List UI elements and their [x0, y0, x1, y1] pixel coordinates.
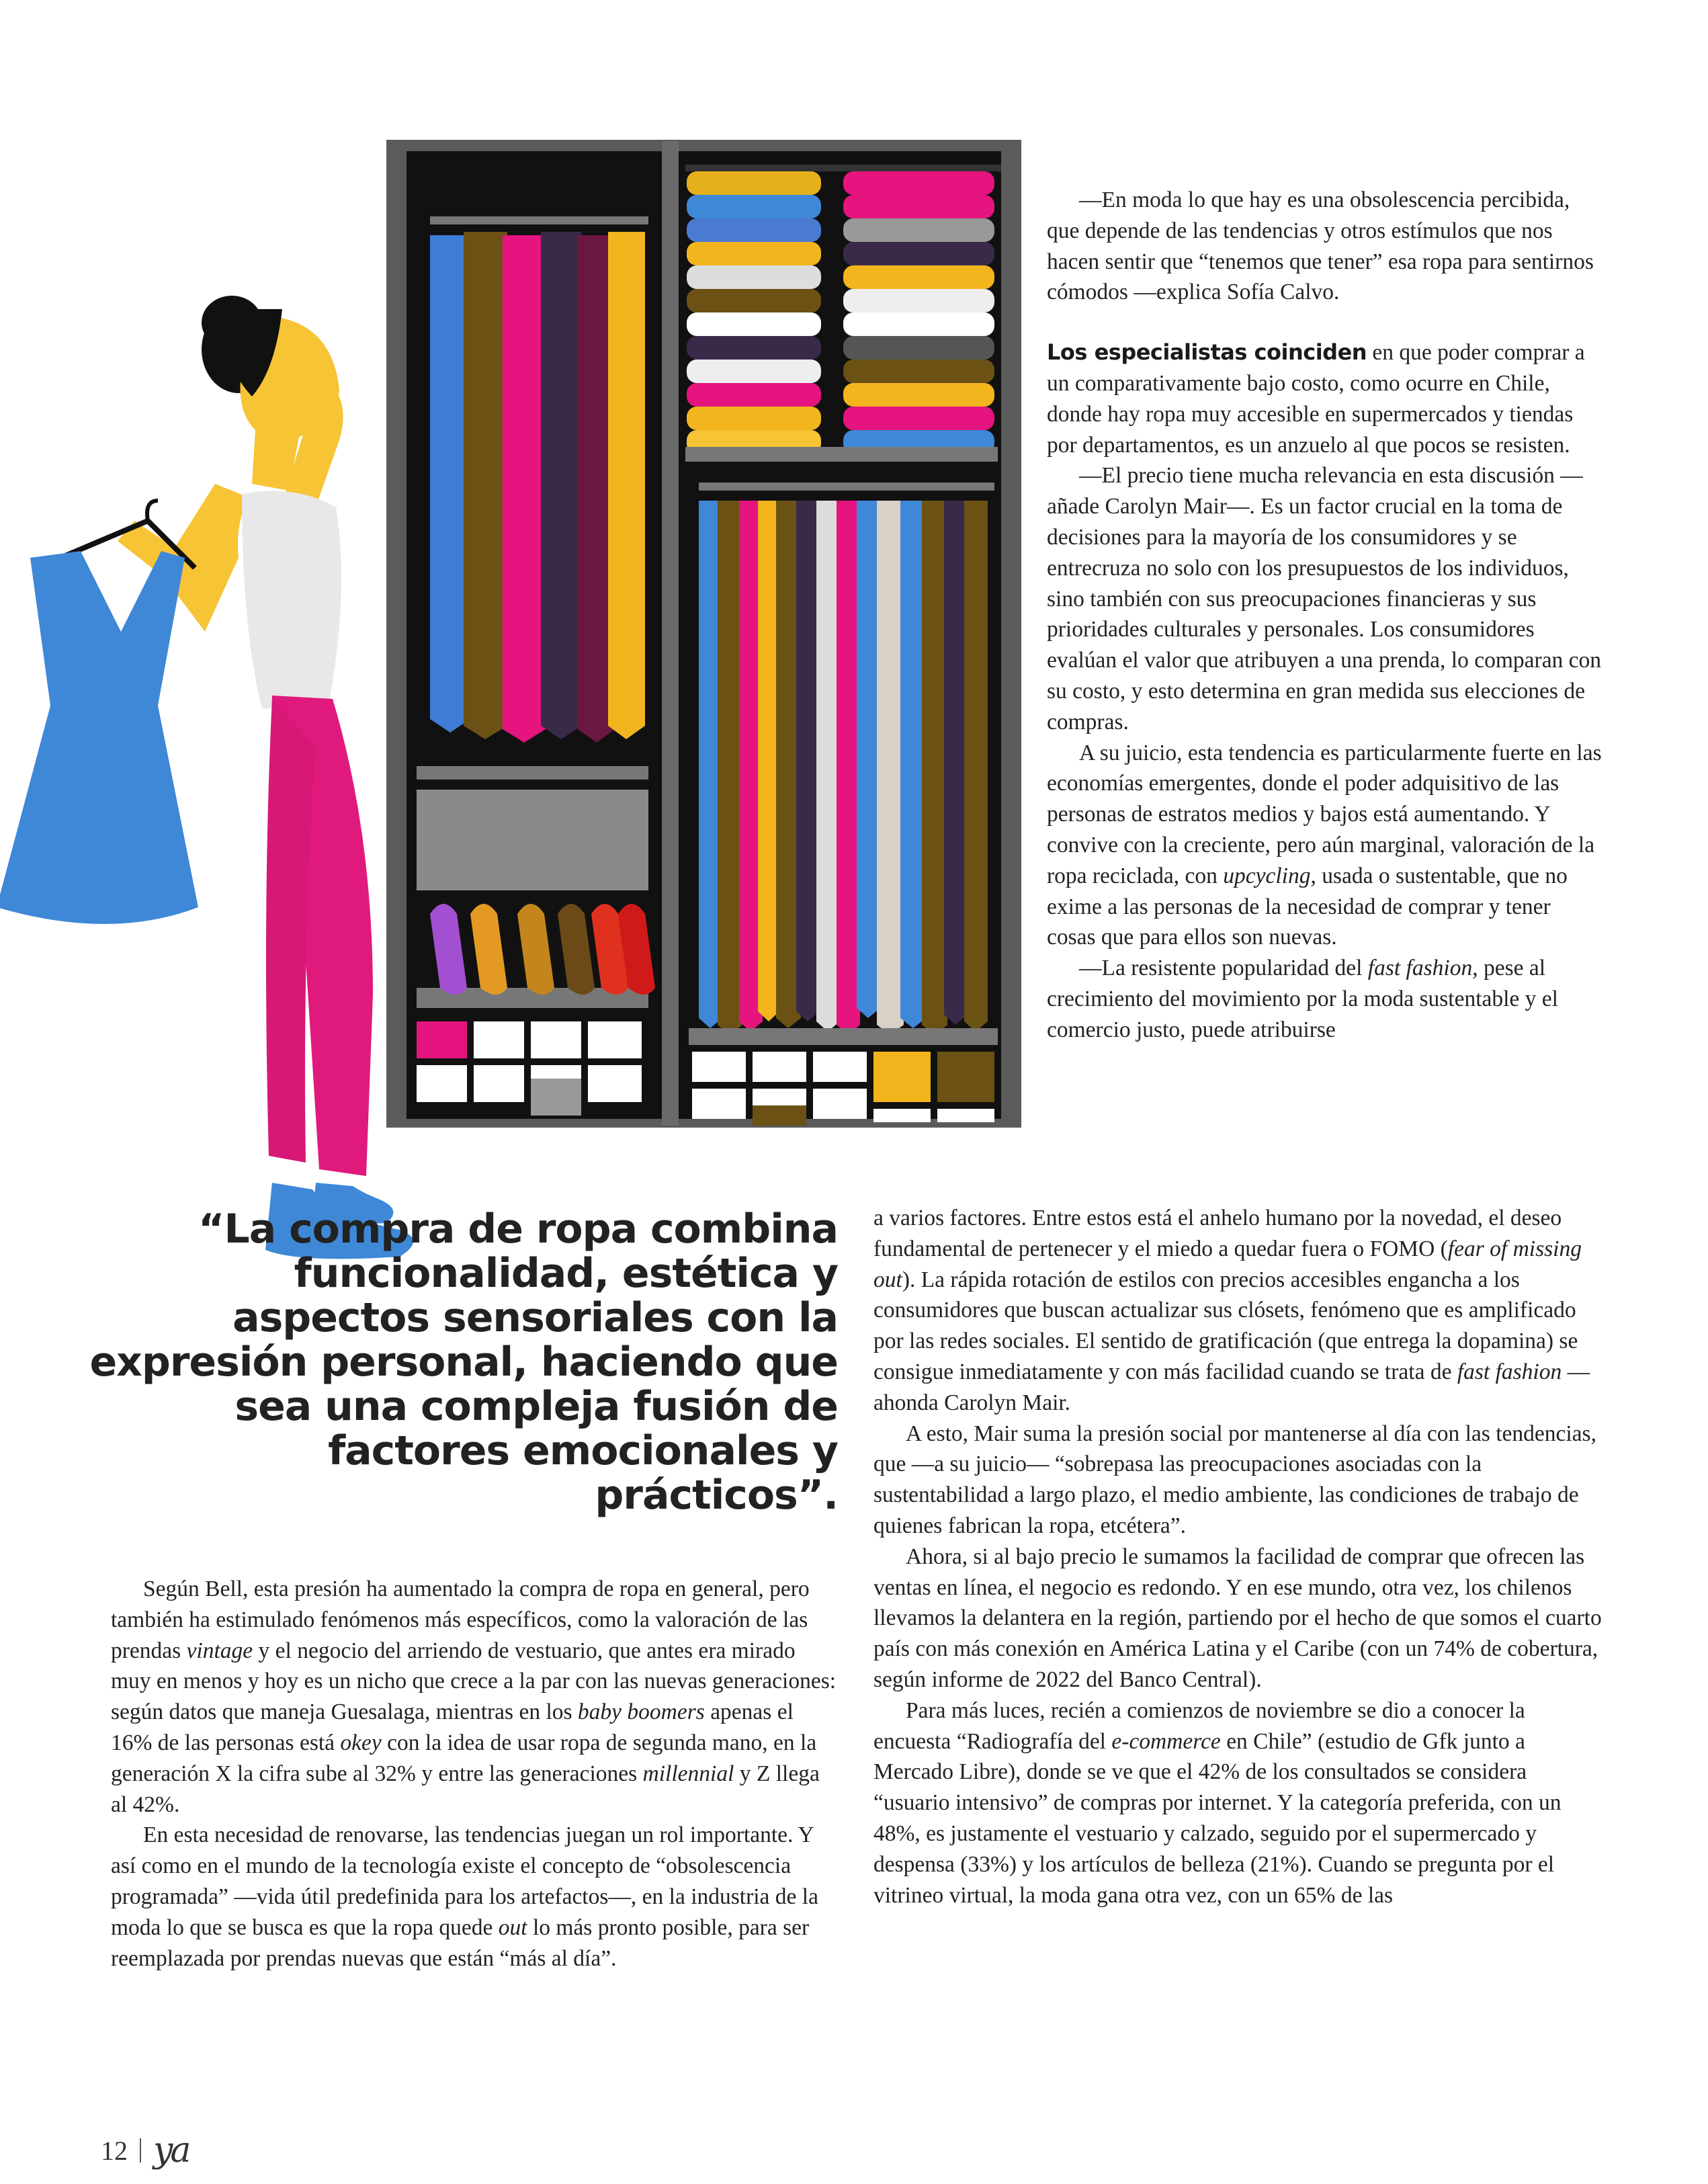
- paragraph: A esto, Mair suma la presión social por mantenerse al día con las tendencias, que —a su juicio— “sobrepasa las preocupaciones asociadas con la sustentabilidad a largo plazo, el medio ambiente, las condiciones de trabajo de quienes fabrican la ropa, etcétera”.: [873, 1421, 1596, 1538]
- paragraph: [1047, 738, 1605, 954]
- paragraph-text: A su juicio, esta tendencia es particularmente fuerte en las economías emergentes, donde el poder adquisitivo de las personas de estratos medios y bajos está aumentando. Y convive con la creciente, pero aún marginal, valoración de la ropa reciclada, con: [1047, 740, 1602, 888]
- magazine-logo: ya: [153, 2130, 189, 2171]
- paragraph: [111, 1820, 837, 1974]
- paragraph: [111, 1574, 837, 1820]
- paragraph-text: , pese al crecimiento del movimiento por la moda sustentable y el comercio justo, puede atribuirse: [1047, 956, 1558, 1042]
- paragraph: —En moda lo que hay es una obsolescencia percibida, que depende de las tendencias y otros estímulos que nos hacen sentir que “tenemos que tener” esa ropa para sentirnos cómodos —explica Sofía Calvo.: [1047, 187, 1594, 305]
- italic-term: fear of missing out: [873, 1236, 1582, 1292]
- paragraph: [873, 1695, 1606, 1911]
- paragraph-text: en Chile” (estudio de Gfk junto a Mercado Libre), donde se ve que el 42% de los consultados se considera “usuario intensivo” de compras por internet. Y la categoría preferida, con un 48%, es justamente el vestuario y calzado, seguido por el supermercado y despensa (33%) y los artículos de belleza (21%). Cuando se pregunta por el vitrineo virtual, la moda gana otra vez, con un 65% de las: [873, 1728, 1562, 1908]
- italic-term: baby boomers: [577, 1699, 705, 1725]
- right-column-top: [1047, 185, 1605, 1046]
- paragraph-text: —ahonda Carolyn Mair.: [873, 1359, 1590, 1415]
- paragraph-text: En esta necesidad de renovarse, las tendencias juegan un rol importante. Y así como en el mundo de la tecnología existe el concepto de “obsolescencia programada” —vida útil predefinida para los artefactos—, en la industria de la moda lo que se busca es que la ropa quede: [111, 1822, 818, 1940]
- italic-term: vintage: [186, 1638, 253, 1663]
- italic-term: fast fashion: [1457, 1359, 1562, 1384]
- paragraph: —El precio tiene mucha relevancia en esta discusión —añade Carolyn Mair—. Es un factor crucial en la toma de decisiones para la mayoría de los consumidores y se entrecruza no solo con los presupuestos de los individuos, sino también con sus preocupaciones financieras y sus prioridades culturales y personales. Los consumidores evalúan el valor que atribuyen a una prenda, lo comparan con su costo, y esto determina en gran medida sus elecciones de compras.: [1047, 463, 1602, 734]
- italic-term: out: [498, 1915, 527, 1940]
- italic-term: okey: [340, 1730, 382, 1755]
- italic-term: millennial: [642, 1761, 734, 1786]
- paragraph-text: y el negocio del arriendo de vestuario, que antes era mirado muy en menos y hoy es un nicho que crece a la par con las nuevas generaciones: según datos que maneja Guesalaga, mientras en los: [111, 1638, 837, 1725]
- left-column: [111, 1574, 837, 1974]
- paragraph: Ahora, si al bajo precio le sumamos la facilidad de comprar que ofrecen las ventas en línea, el negocio es redondo. Y en ese mundo, otra vez, los chilenos llevamos la delantera en la región, partiendo por el hecho de que somos el cuarto país con más conexión en América Latina y el Caribe (con un 74% de cobertura, según informe de 2022 del Banco Central).: [873, 1544, 1602, 1692]
- italic-term: upcycling: [1223, 863, 1311, 888]
- pull-quote: “La compra de ropa combina funcionalidad, estética y aspectos sensoriales con la expresión personal, haciendo que sea una compleja fusión de factores emocionales y prácticos”.: [89, 1206, 838, 1519]
- right-column-bottom: [873, 1203, 1606, 1910]
- footer-divider: [140, 2138, 141, 2162]
- paragraph-text: con la idea de usar ropa de segunda mano, en la generación X la cifra sube al 32% y entre las generaciones: [111, 1730, 817, 1786]
- wardrobe: [386, 140, 1021, 1128]
- paragraph-text: Según Bell, esta presión ha aumentado la compra de ropa en general, pero también ha estimulado fenómenos más específicos, como la valoración de las prendas: [111, 1577, 810, 1663]
- paragraph-text: en que poder comprar a un comparativamente bajo costo, como ocurre en Chile, donde hay ropa muy accesible en supermercados y tiendas por departamentos, es un anzuelo al que pocos se resisten.: [1047, 340, 1585, 458]
- page-footer: [101, 2130, 188, 2171]
- paragraph-text: lo más pronto posible, para ser reemplazada por prendas nuevas que están “más al día”.: [111, 1915, 810, 1971]
- paragraph: [1047, 953, 1605, 1045]
- page-number: 12: [101, 2135, 128, 2166]
- italic-term: e-commerce: [1111, 1728, 1221, 1754]
- lead-in: Los especialistas coinciden: [1047, 339, 1367, 366]
- paragraph-text: a varios factores. Entre estos está el anhelo humano por la novedad, el deseo fundamental de pertenecer y el miedo a quedar fuera o FOMO (: [873, 1206, 1562, 1261]
- paragraph-text: Para más luces, recién a comienzos de noviembre se dio a conocer la encuesta “Radiografía del: [873, 1697, 1525, 1754]
- paragraph: [873, 1203, 1606, 1419]
- paragraph-text: apenas el 16% de las personas está: [111, 1699, 794, 1755]
- paragraph: [1047, 337, 1605, 460]
- paragraph-text: —La resistente popularidad del: [1079, 956, 1368, 981]
- blue-dress: [0, 501, 198, 924]
- paragraph-text: ). La rápida rotación de estilos con precios accesibles engancha a los consumidores que buscan actualizar sus clósets, fenómeno que es amplificado por las redes sociales. El sentido de gratificación (que entrega la dopamina) se consigue inmediatamente y con más facilidad cuando se trata de: [873, 1267, 1578, 1384]
- paragraph-text: , usada o sustentable, que no exime a las personas de la necesidad de comprar y tener cosas que para ellos son nuevas.: [1047, 863, 1568, 950]
- italic-term: fast fashion: [1367, 956, 1473, 981]
- paragraph-text: y Z llega al 42%.: [111, 1761, 820, 1817]
